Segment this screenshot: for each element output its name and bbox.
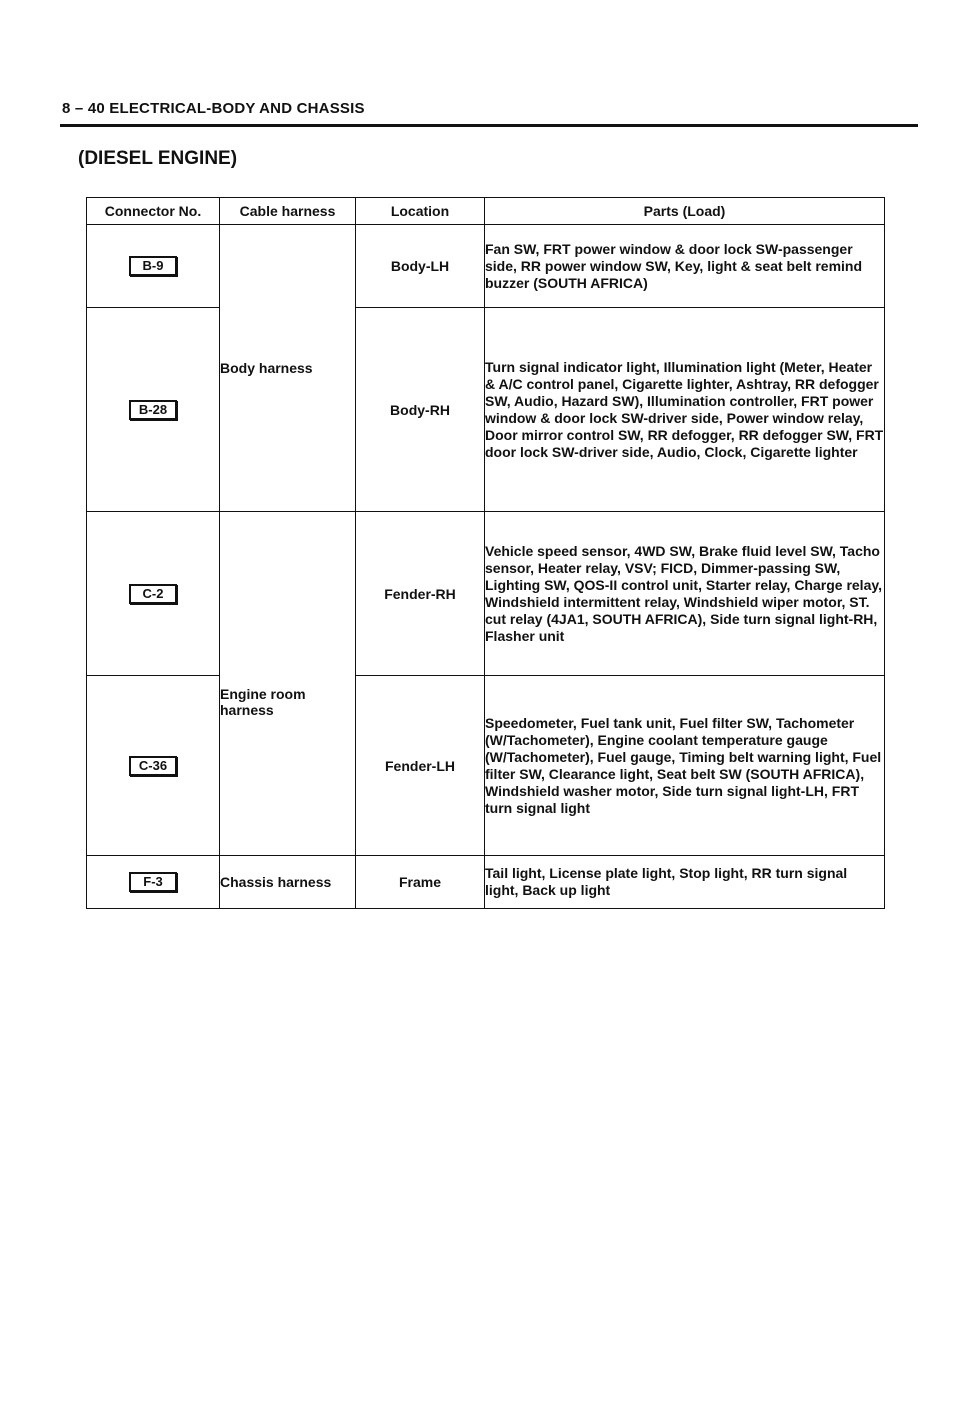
parts-cell: Vehicle speed sensor, 4WD SW, Brake fluid level SW, Tacho sensor, Heater relay, VSV; FICD, Dimmer-passing SW, Lighting SW, QOS-II control unit, Starter relay, Charge relay, Windshield intermittent relay, Windshield wiper motor, ST. cut relay (4JA1, SOUTH AFRICA), Side turn signal light-RH, Flasher unit <box>485 512 885 676</box>
connector-badge: C-2 <box>129 584 177 604</box>
cable-harness-label: Engine room harness <box>220 685 306 718</box>
page-header: 8 – 40 ELECTRICAL-BODY AND CHASSIS <box>62 100 365 117</box>
connector-badge: B-28 <box>129 400 177 420</box>
header-cable-harness: Cable harness <box>220 198 356 225</box>
header-location: Location <box>356 198 485 225</box>
location-cell: Frame <box>356 856 485 909</box>
parts-cell: Turn signal indicator light, Illumination light (Meter, Heater & A/C control panel, Cigarette lighter, Ashtray, RR defogger SW, Audio, Hazard SW), Illumination controller, FRT power window & door lock SW-driver side, Power window relay, Door mirror control SW, RR defogger, RR defogger SW, FRT door lock SW-driver side, Audio, Clock, Cigarette lighter <box>485 308 885 512</box>
parts-cell: Fan SW, FRT power window & door lock SW-passenger side, RR power window SW, Key, light & seat belt remind buzzer (SOUTH AFRICA) <box>485 225 885 308</box>
connector-badge: F-3 <box>129 872 177 892</box>
cable-harness-label: Chassis harness <box>220 874 332 890</box>
connector-cell <box>87 225 220 308</box>
cable-harness-cell <box>220 512 356 856</box>
table-row <box>87 512 885 676</box>
parts-cell: Tail light, License plate light, Stop light, RR turn signal light, Back up light <box>485 856 885 909</box>
location-cell: Fender-RH <box>356 512 485 676</box>
header-connector-no: Connector No. <box>87 198 220 225</box>
table-row <box>87 308 885 512</box>
connector-cell <box>87 856 220 909</box>
cable-harness-cell <box>220 225 356 512</box>
table-row <box>87 856 885 909</box>
location-cell: Body-RH <box>356 308 485 512</box>
location-cell: Fender-LH <box>356 676 485 856</box>
location-cell: Body-LH <box>356 225 485 308</box>
connector-table <box>86 197 885 909</box>
connector-cell <box>87 676 220 856</box>
parts-cell: Speedometer, Fuel tank unit, Fuel filter SW, Tachometer (W/Tachometer), Engine coolant temperature gauge (W/Tachometer), Fuel gauge, Timing belt warning light, Fuel filter SW, Clearance light, Seat belt SW (SOUTH AFRICA), Windshield washer motor, Side turn signal light-LH, FRT turn signal light <box>485 676 885 856</box>
section-title: (DIESEL ENGINE) <box>78 148 238 169</box>
table-header-row <box>87 198 885 225</box>
connector-cell <box>87 512 220 676</box>
header-rule <box>60 124 918 127</box>
cable-harness-label: Body harness <box>220 360 313 376</box>
connector-cell <box>87 308 220 512</box>
cable-harness-cell <box>220 856 356 909</box>
table-row <box>87 676 885 856</box>
connector-badge: C-36 <box>129 756 177 776</box>
header-parts-load: Parts (Load) <box>485 198 885 225</box>
table-row <box>87 225 885 308</box>
connector-badge: B-9 <box>129 256 177 276</box>
